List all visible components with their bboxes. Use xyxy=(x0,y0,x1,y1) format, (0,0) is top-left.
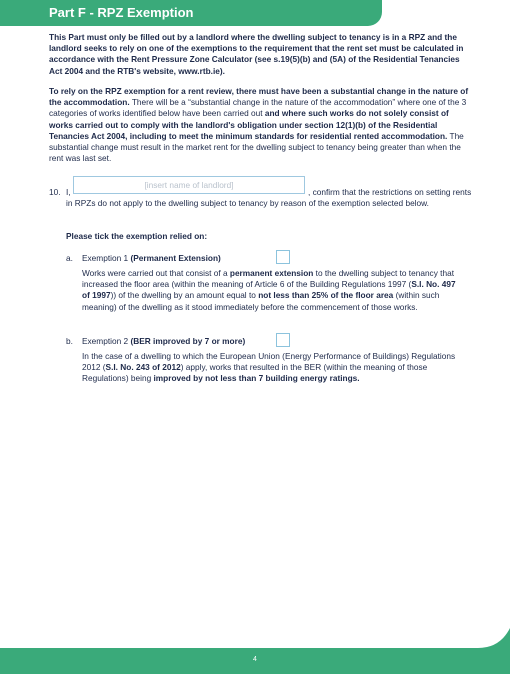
landlord-name-input[interactable] xyxy=(73,176,305,194)
exemption-1-checkbox[interactable] xyxy=(276,250,290,264)
intro-paragraph: This Part must only be filled out by a landlord where the dwelling subject to tenancy is in a RPZ and the landlord seeks to rely on one of the exemptions to the requirement that the rent set must be calculated in accordance with the Rent Pressure Zone Calculator (see s.19(5)(b) and (5A) of the Residential Tenancies Act 2004 and the RTB's website, www.rtb.ie). xyxy=(49,32,464,76)
rule-paragraph xyxy=(49,86,469,164)
section-title: Part F - RPZ Exemption xyxy=(49,5,194,20)
tick-instruction: Please tick the exemption relied on: xyxy=(66,231,208,241)
description-segment: S.I. No. 243 of 2012 xyxy=(105,362,181,373)
description-segment: S.I. No. 497 of 1997 xyxy=(82,279,456,301)
page-number: 4 xyxy=(253,656,257,663)
description-segment: ) apply, works that resulted in the BER (within the meaning of those Regulations) being xyxy=(82,362,428,384)
description-segment: permanent extension xyxy=(229,268,314,278)
footer-wave xyxy=(0,620,510,650)
rule-sentence-1: To rely on the RPZ exemption for a rent review, there must have been a substantial change in the nature of the accommodation. xyxy=(49,86,469,108)
question-number: 10. xyxy=(49,187,61,197)
exemption-1-description xyxy=(82,268,464,313)
description-segment: In the case of a dwelling to which the European Union (Energy Performance of Buildings) Regulations 2012 ( xyxy=(82,351,456,373)
rule-sentence-4: The substantial change must result in the market rent for the dwelling subject to tenancy being greater than when the rent was last set. xyxy=(49,130,464,164)
exemption-1-title: Exemption 1 xyxy=(82,253,131,263)
description-segment: )) of the dwelling by an amount equal to xyxy=(110,290,259,301)
exemption-2-label xyxy=(82,336,245,346)
declaration-line-2: in RPZs do not apply to the dwelling subject to tenancy by reason of the exemption selected below. xyxy=(66,198,429,208)
exemption-2-title: Exemption 2 xyxy=(82,336,131,346)
description-segment: to the dwelling subject to tenancy that increased the floor area (within the meaning of Article 6 of the Building Regulations 1997 ( xyxy=(82,268,455,290)
exemption-2-checkbox[interactable] xyxy=(276,333,290,347)
description-segment: not less than 25% of the floor area xyxy=(258,290,394,301)
declaration-suffix: , confirm that the restrictions on setting rents xyxy=(308,187,472,197)
description-segment: improved by not less than 7 building energy ratings. xyxy=(153,373,360,384)
exemption-1-letter: a. xyxy=(66,253,73,263)
exemption-2-description xyxy=(82,351,464,385)
exemption-1-label xyxy=(82,253,221,263)
exemption-2-letter: b. xyxy=(66,336,73,346)
description-segment: (within such meaning) of the dwelling as it stood immediately before the commencement of those works. xyxy=(82,290,440,312)
rule-sentence-3: and where such works do not solely consist of works carried out to comply with the landlord's obligation under section 12(1)(b) of the Residential Tenancies Act 2004, including to meet the minimum standards for residential rented accommodation. xyxy=(49,108,449,141)
exemption-1-subtitle: (Permanent Extension) xyxy=(130,253,221,263)
description-segment: Works were carried out that consist of a xyxy=(82,268,230,278)
declaration-prefix: I, xyxy=(66,187,71,197)
rule-sentence-2: There will be a “substantial change in the nature of the accommodation” where one of the 3 categories of works identified below have been carried out xyxy=(49,97,467,119)
exemption-2-subtitle: (BER improved by 7 or more) xyxy=(130,336,246,346)
